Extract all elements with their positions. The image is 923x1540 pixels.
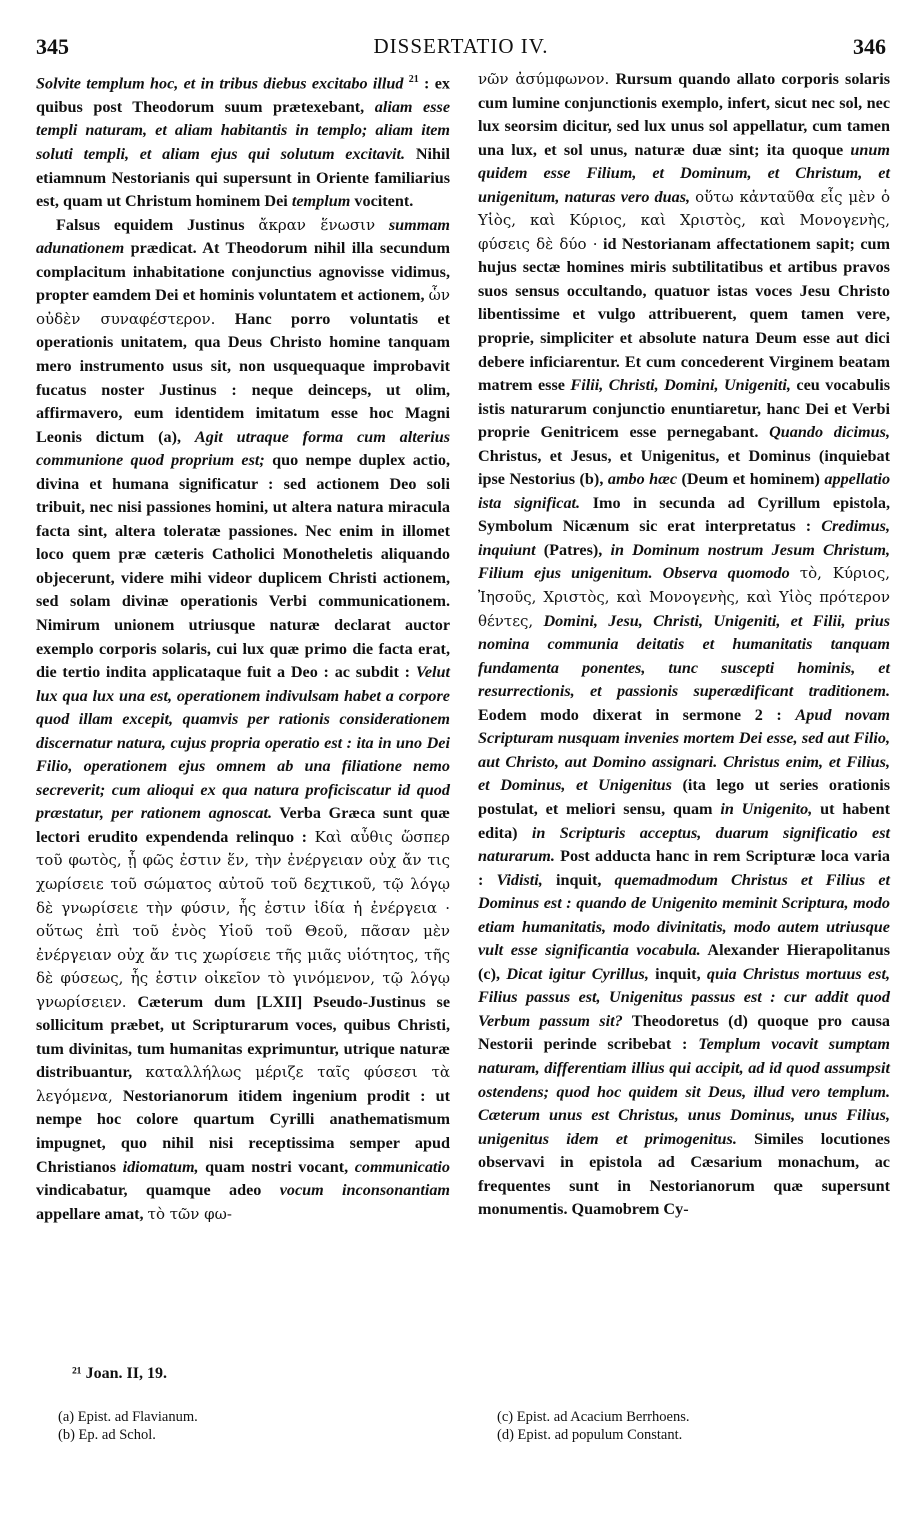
text: Cæterum dum [LXII] Pseudo-Justinus se sollicitum præbet, ut Scripturarum voces, quibus Christi, tum divinitas, tum humanitas exprimuntur, utrique naturæ distribuantur, <box>36 992 451 1082</box>
page-number-left: 345 <box>36 34 69 59</box>
text: appellare amat, <box>36 1204 144 1223</box>
italic-text: naturas vero duas, <box>564 187 691 206</box>
text: Falsus equidem Justinus <box>56 215 245 234</box>
text: ut habent edita) <box>478 799 891 842</box>
text: id Nestorianam affectationem sapit; cum hujus sectæ homines miris subtilitatibus et artibus pravos suos sensus occultando, quatuor istas voces Jesu Christo libentissime et vulgo attribuerent, quem tamen vere, proprie, simpliciter et absolute natura Deum esse aut dici debere inficiarentur. Et cum concederent Virginem beatam matrem esse <box>478 234 891 395</box>
italic-text: Domini, Jesu, Christi, Unigeniti, et Filii, prius nomina communia deitatis et humanitatis tanquam fundamenta ponentes, tunc suscepti hominis, et resurrectionis, et passionis superædificant traditionem. <box>478 611 890 701</box>
running-header <box>36 34 886 64</box>
page-number-right: 346 <box>853 34 886 59</box>
text: Eodem modo dixerat in sermone 2 : <box>478 705 782 724</box>
text: quam nostri vocant, <box>205 1157 349 1176</box>
text: (Deum et hominem) <box>681 470 820 489</box>
italic-text: Velut lux qua lux una est, operationem indivulsam habet a corpore quod illam excepit, quamvis per rationis considerationem discernatur natura, cujus propria operatio est : ita in uno Dei Filio, operationem ejus omnem ab una filiatione nemo secreverit; cum alioqui ex qua natura proficiscatur id quod præstatur, per rationem agnoscat. <box>36 663 450 823</box>
footnote-a: (a) Epist. ad Flavianum. <box>58 1409 198 1425</box>
text: Christus, et Jesus, et Unigenitus, et Dominus (inquiebat ipse Nestorius (b), <box>478 446 890 489</box>
text: prædicat. At Theodorum nihil illa secundum complacitum inhabitatione conjunctius agnovisse vidimus, propter eamdem Dei et hominis voluntatem et actionem, <box>36 239 450 305</box>
italic-text: in Unigenito, <box>720 799 813 818</box>
italic-text: idiomatum, <box>122 1157 199 1176</box>
scripture-note: ²¹ Joan. II, 19. <box>72 1365 167 1382</box>
text: Verba Græca sunt quæ lectori erudito expendenda relinquo : <box>36 804 450 846</box>
text: (ita lego ut series orationis postulat, et meliori sensu, quam <box>478 776 891 818</box>
footnote-c: (c) Epist. ad Acacium Berrhoens. <box>497 1409 690 1425</box>
column-left <box>36 68 450 1226</box>
paragraph <box>36 68 450 214</box>
italic-text: vocum inconsonantiam <box>279 1181 451 1200</box>
greek-text: ἄκραν ἕνωσιν <box>258 215 376 234</box>
greek-text: καταλλήλως μέριζε ταῖς φύσεσι τὰ λεγόμενα, <box>36 1063 451 1105</box>
italic-text: communicatio <box>354 1157 451 1176</box>
text: Similes locutiones observavi in epistola ad Cæsarium monachum, ac frequentes sunt in Nestorianorum quæ supersunt monumentis. Quamobrem Cy- <box>478 1129 890 1219</box>
text: Theodoretus (d) quoque pro causa Nestorii perinde scribebat : <box>478 1011 890 1054</box>
greek-text: οὕτω κἀνταῦθα εἷς μὲν ὁ Υἱὸς, καὶ Κύριος, καὶ Χριστὸς, καὶ Μονογενὴς, φύσεις δὲ δύο · <box>478 187 890 253</box>
running-title: DISSERTATIO IV. <box>373 34 549 58</box>
italic-text: ambo hæc <box>607 470 678 489</box>
text: Post adducta hanc in rem Scripturæ loca varia : <box>478 847 891 889</box>
footnotes-right <box>497 1408 689 1444</box>
italic-text: unum quidem esse Filium, et Dominum, et Christum, et unigenitum, <box>478 140 891 206</box>
italic-text: templum <box>291 192 351 211</box>
italic-text: Agit utraque forma cum alterius communione quod proprium est; <box>36 427 451 470</box>
text: Rursum quando allato corporis solaris cum lumine conjunctionis exemplo, infert, sicut nec sol, nec lux seorsim dicitur, sed lux unus sol appellatur, cum tamen una lux, et sol unus, naturæ duæ sint; ita quoque <box>478 70 890 159</box>
text: Alexander Hierapolitanus (c), <box>478 941 891 983</box>
text: vocitent. <box>354 192 414 211</box>
text: Nihil etiamnum Nestorianis qui supersunt in Oriente familiarius est, quam ut Christum hominem Dei <box>36 145 450 211</box>
column-right <box>478 68 890 1222</box>
text: quo nempe duplex actio, divina et humana significatur : sed actionem Deo soli tribuit, nec nisi passiones homini, ut altera natura miracula facta sint, altera toleratæ passiones. Nec enim in illomet loco quem præ cæteris Catholici Monotheletis aliquando objecerunt, videre mihi videor duplicem Christi actionem, sed solam divinæ operationis Verbi communicationem. Nimirum unionem utriusque naturæ declarat auctor exemplo corporis solaris, cui lux quæ primo die facta erat, die tertio indita applicataque fuit a Deo : ac subdit : <box>36 451 450 682</box>
italic-text: quia Christus mortuus est, Filius passus est, Unigenitus passus est : cur addit quod Verbum passum sit? <box>478 964 890 1030</box>
footnote-d: (d) Epist. ad populum Constant. <box>497 1427 683 1443</box>
italic-text: Templum vocavit sumptam naturam, differentiam illius qui accipit, ad id quod assumpsit ostendens; quod hoc quidem sit Deus, illud vero templum. Cæterum unus est Christus, unus Dominus, unus Filius, unigenitus idem et primogenitus. <box>478 1035 890 1148</box>
greek-text: ὧν οὐδὲν συναφέστερον. <box>36 286 450 328</box>
italic-text: Dicat igitur Cyrillus, <box>506 964 649 983</box>
paragraph <box>36 214 450 1227</box>
scripture-quote: Solvite templum hoc, et in tribus diebus excitabo illud <box>36 74 404 93</box>
note-ref: 21 <box>408 74 419 85</box>
italic-text: Apud novam Scripturam nusquam invenies mortem Dei esse, sed aut Filio, aut Christo, aut Domino assignari. Christus enim, et Filius, et Dominus, et Unigenitus <box>478 705 890 795</box>
text: vindicabatur, quamque adeo <box>36 1181 262 1200</box>
italic-text: Vidisti, <box>496 870 543 889</box>
italic-text: Credimus, inquiunt <box>478 517 891 559</box>
italic-text: appellatio ista significat. <box>478 470 891 512</box>
text: : ex quibus post Theodorum suum prætexebant, <box>36 74 451 116</box>
italic-text: aliam esse templi naturam, et aliam habitantis in templo; aliam item soluti templi, et aliam ejus qui solutum excitavit. <box>36 97 450 164</box>
italic-text: Quando dicimus, <box>769 423 890 442</box>
italic-text: in Dominum nostrum Jesum Christum, Filium ejus unigenitum. Observa quomodo <box>478 540 890 583</box>
text: inquit, <box>655 964 701 983</box>
italic-text: quemadmodum Christus et Filius et Dominus est : quando de Unigenito meminit Scriptura, modo etiam humanitatis, modo divinitatis, modo autem utriusque vult esse significantia vocabula. <box>478 870 891 960</box>
italic-text: Filii, Christi, Domini, Unigeniti, <box>570 376 791 395</box>
italic-text: summam adunationem <box>36 215 451 258</box>
text: Hanc porro voluntatis et operationis unitatem, qua Deus Christo homine tanquam mero instrumento usus sit, non usquequaque improbavit fucatus noster Justinus : neque deinceps, ut olim, affirmavero, eum identidem imitatum esse hoc Magni Leonis dictum (a), <box>36 309 451 446</box>
text: Nestorianorum itidem ingenium prodit : ut nempe hoc colore quartum Cyrilli anathematismum impugnet, quo nihil nisi receptissima semper apud Christianos <box>36 1086 450 1176</box>
italic-text: in Scripturis acceptus, duarum significatio est naturarum. <box>478 823 890 866</box>
greek-text: Καὶ αὖθις ὥσπερ τοῦ φωτὸς, ᾗ φῶς ἐστιν ἕν, τὴν ἐνέργειαν οὐχ ἄν τις χωρίσειε τοῦ σώματος αὐτοῦ τοῦ δεχτικοῦ, τῷ λόγῳ δὲ γνωρίσειε τὴν φύσιν, ἧς ἐστιν ἰδία ἡ ἐνέργεια · οὕτως ἐπὶ τοῦ ἑνὸς Υἱοῦ τοῦ Θεοῦ, πᾶσαν μὲν ἐνέργειαν οὐχ ἄν τις χωρίσειε τῆς μιᾶς υἱότητος, τῆς δὲ φύσεως, ἧς ἐστιν οἰκεῖον τὸ γινόμενον, τῷ λόγῳ γνωρίσειεν. <box>36 827 450 1011</box>
text: (Patres), <box>543 540 603 559</box>
text: ceu vocabulis istis naturarum conjunctio enuntiaretur, hanc Dei et Verbi proprie Genitricem esse pernegabant. <box>478 376 891 442</box>
text: inquit, <box>555 870 602 889</box>
greek-text: νῶν ἀσύμφωνον. <box>478 70 610 88</box>
paragraph <box>478 68 890 1222</box>
greek-text: τὸ τῶν φω- <box>147 1204 232 1223</box>
footnotes-left <box>58 1408 198 1444</box>
greek-text: τὸ, Κύριος, Ἰησοῦς, Χριστὸς, καὶ Μονογενὴς, καὶ Υἱὸς πρότερον θέντες, <box>478 564 890 630</box>
footnote-b: (b) Ep. ad Schol. <box>58 1427 156 1443</box>
text: Imo in secunda ad Cyrillum epistola, Symbolum Nicænum sic erat interpretatus : <box>478 493 890 536</box>
